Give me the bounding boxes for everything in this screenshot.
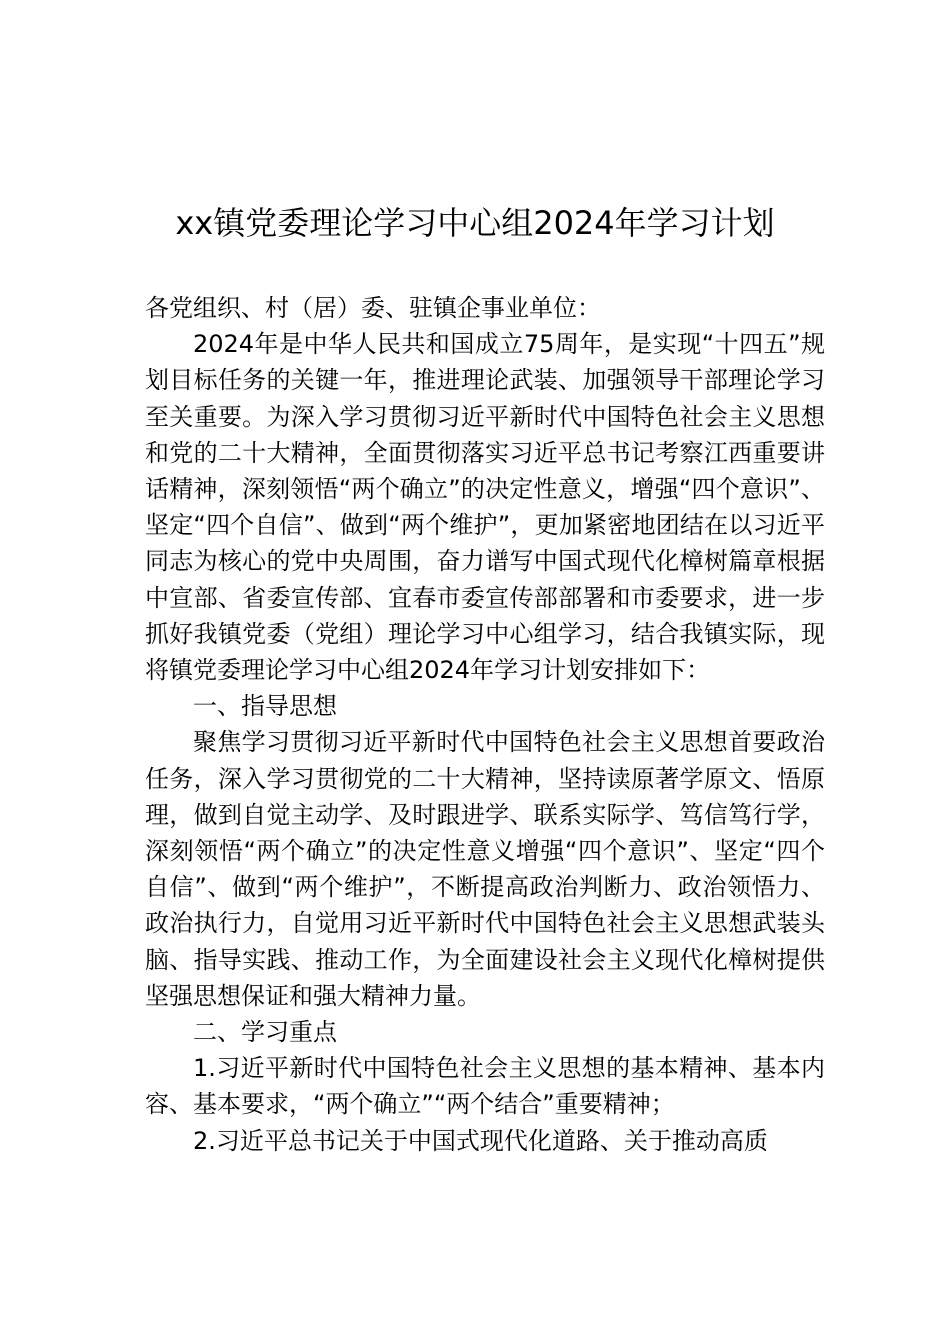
document-title: xx镇党委理论学习中心组2024年学习计划 (175, 204, 775, 242)
section-heading-guiding-ideology: 一、指导思想 (193, 692, 337, 721)
study-focus-item-1: 1.习近平新时代中国特色社会主义思想的基本精神、基本内容、基本要求，“两个确立”“两个结合”重要精神； (145, 1054, 825, 1119)
document-body (145, 290, 825, 1159)
study-focus-item-2: 2.习近平总书记关于中国式现代化道路、关于推动高质 (193, 1126, 768, 1155)
section-body-guiding-ideology: 聚焦学习贯彻习近平新时代中国特色社会主义思想首要政治任务，深入学习贯彻党的二十大精神，坚持读原著学原文、悟原理，做到自觉主动学、及时跟进学、联系实际学、笃信笃行学，深刻领悟“两个确立”的决定性意义增强“四个意识”、坚定“四个自信”、做到“两个维护”，不断提高政治判断力、政治领悟力、政治执行力，自觉用习近平新时代中国特色社会主义思想武装头脑、指导实践、推动工作，为全面建设社会主义现代化樟树提供坚强思想保证和强大精神力量。 (145, 728, 825, 1010)
salutation: 各党组织、村（居）委、驻镇企事业单位： (145, 294, 601, 322)
intro-paragraph: 2024年是中华人民共和国成立75周年，是实现“十四五”规划目标任务的关键一年，推进理论武装、加强领导干部理论学习至关重要。为深入学习贯彻习近平新时代中国特色社会主义思想和党的二十大精神，全面贯彻落实习近平总书记考察江西重要讲话精神，深刻领悟“两个确立”的决定性意义，增强“四个意识”、坚定“四个自信”、做到“两个维护”，更加紧密地团结在以习近平同志为核心的党中央周围，奋力谱写中国式现代化樟树篇章根据中宣部、省委宣传部、宜春市委宣传部部署和市委要求，进一步抓好我镇党委（党组）理论学习中心组学习，结合我镇实际，现将镇党委理论学习中心组2024年学习计划安排如下： (145, 330, 825, 685)
section-heading-study-focus: 二、学习重点 (193, 1018, 337, 1047)
